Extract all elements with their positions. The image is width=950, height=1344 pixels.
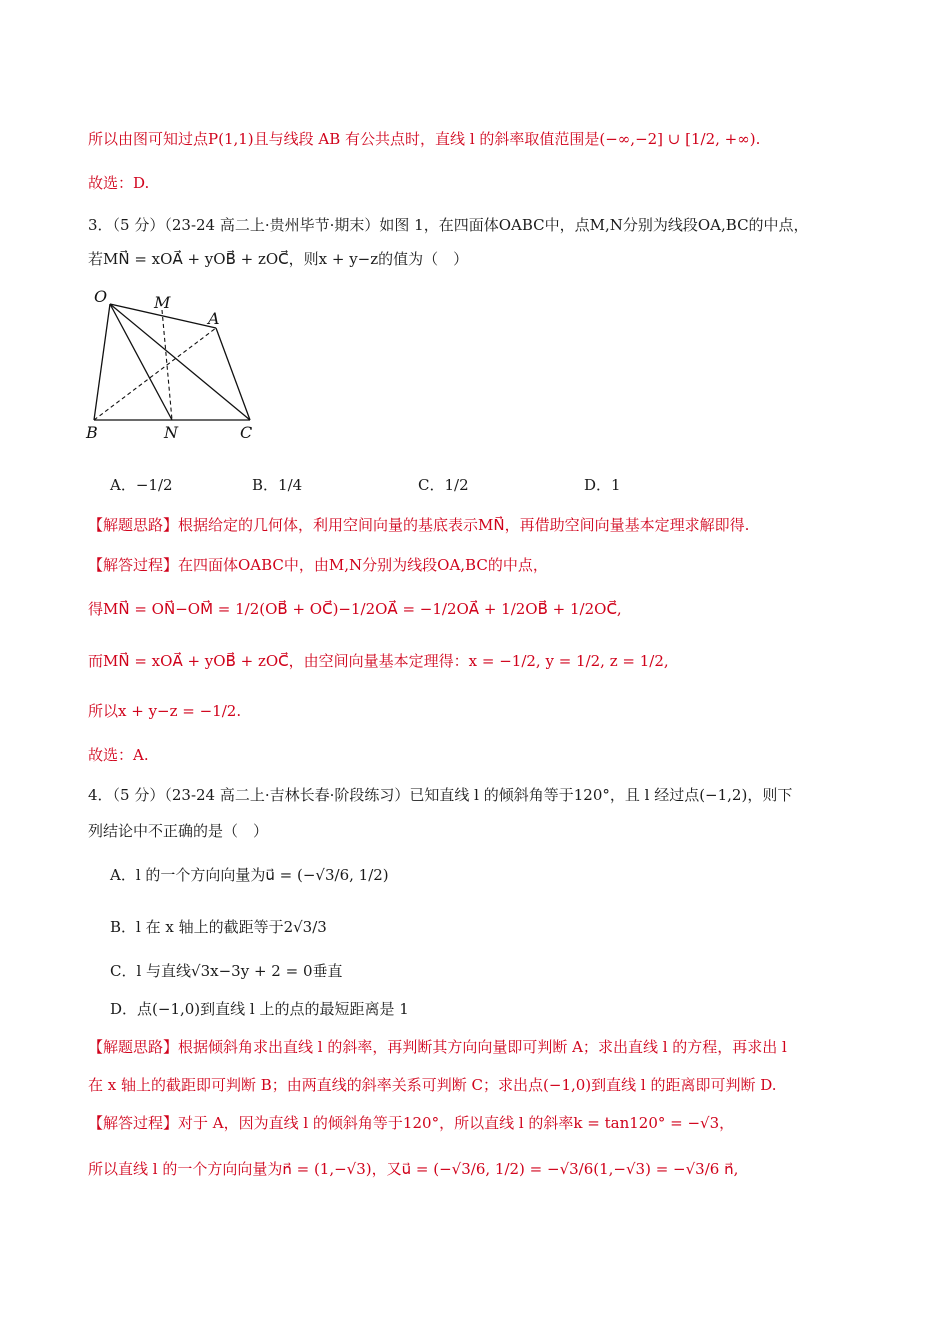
option-d: D．点(−1,0)到直线 l 上的点的最短距离是 1 <box>110 1000 409 1018</box>
option-b: B．l 在 x 轴上的截距等于2√3/3 <box>110 918 327 936</box>
option-a: A．−1/2 <box>110 476 173 494</box>
label-M: M <box>154 293 171 312</box>
label-C: C <box>240 423 253 442</box>
solution-step: 所以直线 l 的一个方向向量为n⃗ = (1,−√3)，又u⃗ = (−√3/6, 1/2) = −√3/6(1,−√3) = −√3/6 n⃗, <box>88 1160 739 1178</box>
solution-step: 而MN⃗ = xOA⃗ + yOB⃗ + zOC⃗，由空间向量基本定理得：x = −1/2, y = 1/2, z = 1/2, <box>88 652 669 670</box>
solution-step: 所以x + y−z = −1/2. <box>88 702 242 720</box>
option-b: B．1/4 <box>252 476 303 494</box>
label-O: O <box>94 287 108 306</box>
text-line: 故选：D. <box>88 174 150 192</box>
question-3-stem: 3．（5 分）（23-24 高二上·贵州毕节·期末）如图 1，在四面体OABC中，点M,N分别为线段OA,BC的中点， <box>88 216 809 234</box>
label-A: A <box>208 309 220 328</box>
answer-3: 故选：A. <box>88 746 149 764</box>
option-a: A．l 的一个方向向量为u⃗ = (−√3/6, 1/2) <box>110 866 389 884</box>
option-c: C．1/2 <box>418 476 469 494</box>
solution-idea-4: 【解题思路】根据倾斜角求出直线 l 的斜率，再判断其方向向量即可判断 A；求出直线 l 的方程，再求出 l <box>88 1038 787 1056</box>
solution-step: 得MN⃗ = ON⃗−OM⃗ = 1/2(OB⃗ + OC⃗)−1/2OA⃗ = −1/2OA⃗ + 1/2OB⃗ + 1/2OC⃗, <box>88 600 622 618</box>
option-d: D．1 <box>584 476 621 494</box>
option-c: C．l 与直线√3x−3y + 2 = 0垂直 <box>110 962 343 980</box>
solution-idea-4: 在 x 轴上的截距即可判断 B；由两直线的斜率关系可判断 C；求出点(−1,0)到直线 l 的距离即可判断 D. <box>88 1076 777 1094</box>
edge-OB <box>94 304 110 420</box>
label-N: N <box>164 423 178 442</box>
segment-ON <box>110 304 172 420</box>
question-4-stem: 列结论中不正确的是（ ） <box>88 822 269 840</box>
label-B: B <box>86 423 98 442</box>
solution-process-3: 【解答过程】在四面体OABC中，由M,N分别为线段OA,BC的中点， <box>88 556 548 574</box>
question-4-stem: 4．（5 分）（23-24 高二上·吉林长春·阶段练习）已知直线 l 的倾斜角等于120°，且 l 经过点(−1,2)，则下 <box>88 786 793 804</box>
question-3-stem: 若MN⃗ = xOA⃗ + yOB⃗ + zOC⃗，则x + y−z的值为（ ） <box>88 250 469 268</box>
solution-idea-3: 【解题思路】根据给定的几何体，利用空间向量的基底表示MN⃗，再借助空间向量基本定理求解即得. <box>88 516 750 534</box>
text-line: 所以由图可知过点P(1,1)且与线段 AB 有公共点时，直线 l 的斜率取值范围是(−∞,−2] ∪ [1/2, +∞). <box>88 130 761 148</box>
solution-process-4: 【解答过程】对于 A，因为直线 l 的倾斜角等于120°，所以直线 l 的斜率k = tan120° = −√3， <box>88 1114 735 1132</box>
tetrahedron-figure <box>84 284 274 444</box>
